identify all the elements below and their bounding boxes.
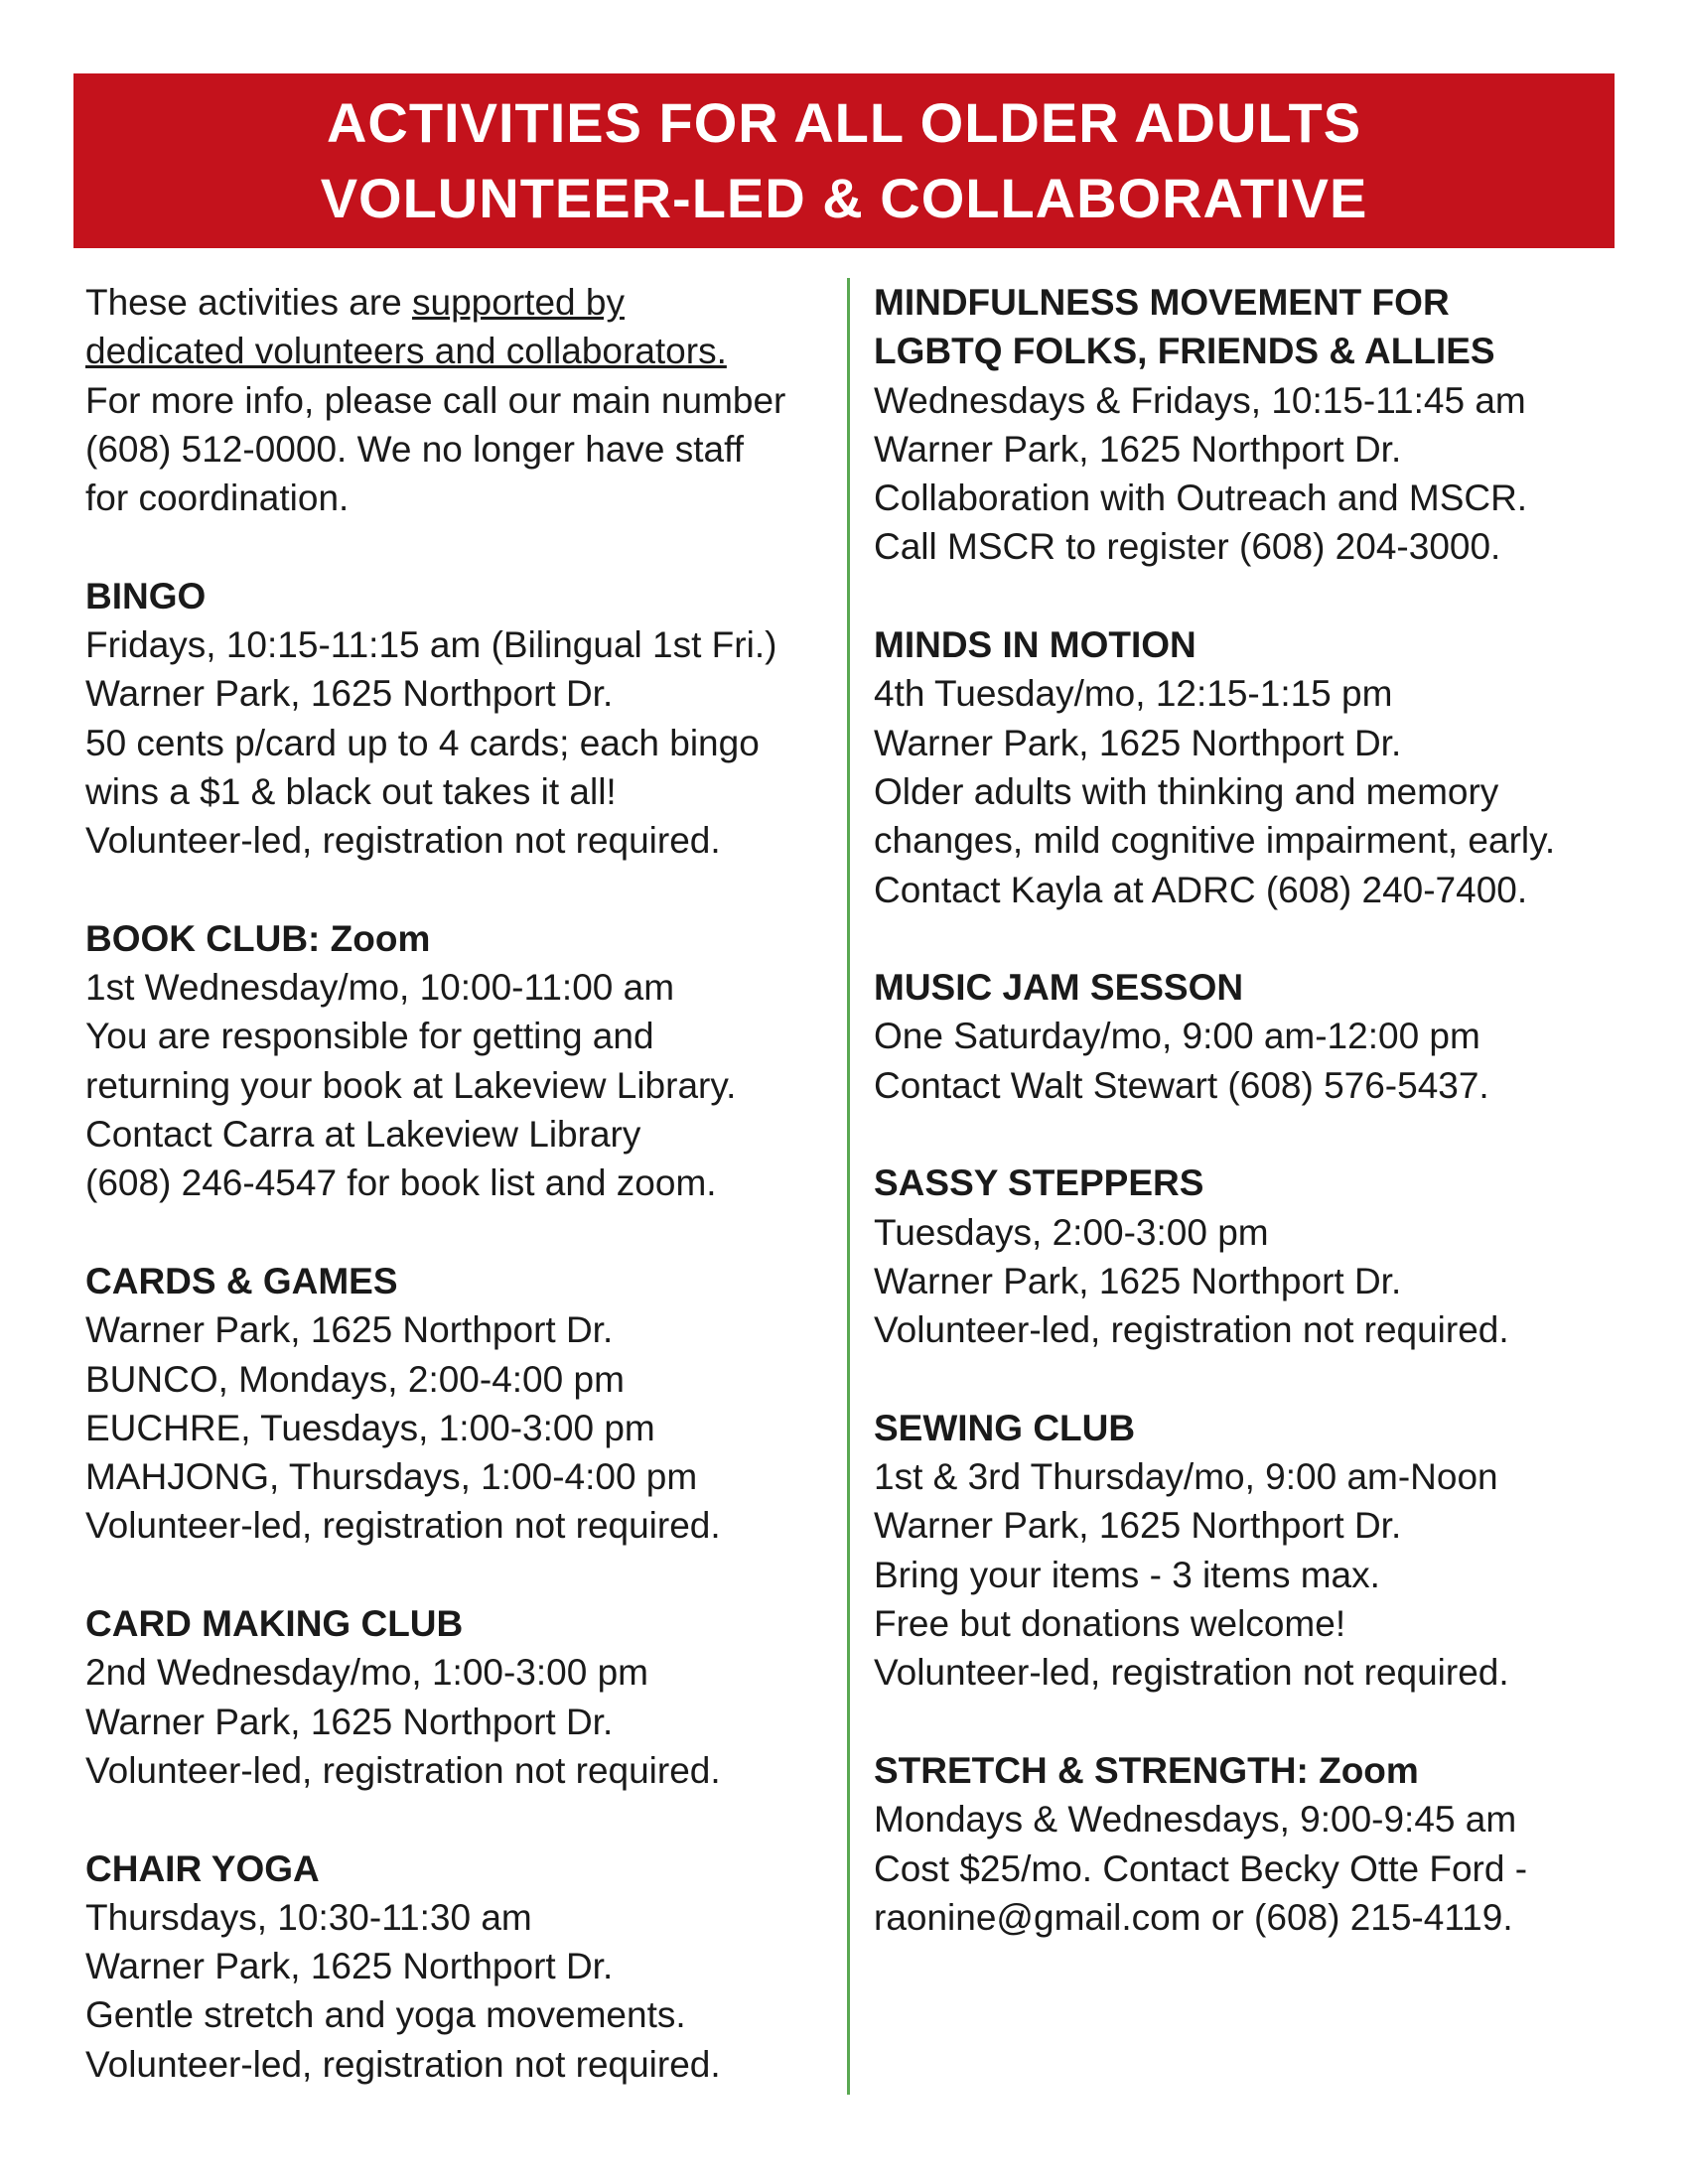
left-activity-list: [85, 572, 840, 2089]
activity-detail-line: Warner Park, 1625 Northport Dr.: [85, 1701, 614, 1742]
banner-title-line-1: ACTIVITIES FOR ALL OLDER ADULTS: [326, 91, 1362, 154]
activity-title: STRETCH & STRENGTH: Zoom: [874, 1749, 1419, 1791]
activity-section: [874, 963, 1628, 1110]
activity-section: [874, 1746, 1628, 1942]
column-divider: [847, 278, 850, 2095]
activity-section: [874, 278, 1628, 572]
activity-section: [85, 1599, 840, 1795]
activity-detail-line: 1st Wednesday/mo, 10:00-11:00 am: [85, 967, 675, 1009]
activity-section: [874, 620, 1628, 914]
activity-detail-line: returning your book at Lakeview Library.: [85, 1064, 737, 1106]
activity-title: MINDS IN MOTION: [874, 624, 1196, 666]
right-activity-list: [874, 278, 1628, 1942]
activity-detail-line: Warner Park, 1625 Northport Dr.: [85, 1309, 614, 1351]
intro-text: These activities are: [85, 282, 413, 323]
activity-detail-line: Warner Park, 1625 Northport Dr.: [85, 1946, 614, 1987]
activity-detail-line: Warner Park, 1625 Northport Dr.: [874, 1505, 1402, 1547]
activity-title: BOOK CLUB: Zoom: [85, 917, 431, 959]
activity-title: CHAIR YOGA: [85, 1847, 320, 1889]
activity-detail-line: Contact Carra at Lakeview Library: [85, 1114, 641, 1156]
intro-line: [85, 278, 840, 327]
activity-detail-line: One Saturday/mo, 9:00 am-12:00 pm: [874, 1016, 1480, 1057]
activity-detail-line: 1st & 3rd Thursday/mo, 9:00 am-Noon: [874, 1456, 1498, 1498]
activity-detail-line: Free but donations welcome!: [874, 1603, 1346, 1645]
activity-detail-line: Volunteer-led, registration not required.: [85, 820, 721, 862]
activity-detail-line: Volunteer-led, registration not required.: [85, 2043, 721, 2085]
activity-detail-line: Fridays, 10:15-11:15 am (Bilingual 1st Fri.): [85, 624, 777, 666]
right-column: [874, 278, 1628, 1990]
activity-detail-line: Volunteer-led, registration not required.: [874, 1652, 1509, 1694]
activity-detail-line: 4th Tuesday/mo, 12:15-1:15 pm: [874, 673, 1393, 715]
activity-title: SASSY STEPPERS: [874, 1162, 1204, 1204]
activity-title: CARDS & GAMES: [85, 1260, 398, 1301]
activity-detail-line: Gentle stretch and yoga movements.: [85, 1994, 686, 2036]
activity-detail-line: Warner Park, 1625 Northport Dr.: [874, 722, 1402, 763]
activity-detail-line: Warner Park, 1625 Northport Dr.: [874, 1260, 1402, 1301]
activity-detail-line: Volunteer-led, registration not required.: [85, 1749, 721, 1791]
activity-detail-line: Tuesdays, 2:00-3:00 pm: [874, 1211, 1269, 1253]
activity-detail-line: Older adults with thinking and memory: [874, 770, 1499, 812]
activity-detail-line: 50 cents p/card up to 4 cards; each bingo: [85, 722, 760, 763]
title-banner: [73, 73, 1615, 248]
activity-detail-line: Contact Kayla at ADRC (608) 240-7400.: [874, 869, 1528, 910]
activity-title: LGBTQ FOLKS, FRIENDS & ALLIES: [874, 331, 1495, 372]
activity-detail-line: Mondays & Wednesdays, 9:00-9:45 am: [874, 1799, 1517, 1841]
activity-detail-line: Collaboration with Outreach and MSCR.: [874, 478, 1528, 519]
activity-detail-line: Call MSCR to register (608) 204-3000.: [874, 526, 1501, 568]
activity-detail-line: Bring your items - 3 items max.: [874, 1554, 1380, 1595]
activity-title: MUSIC JAM SESSON: [874, 967, 1244, 1009]
activity-detail-line: Volunteer-led, registration not required.: [85, 1505, 721, 1547]
banner-title-line-2: VOLUNTEER-LED & COLLABORATIVE: [320, 167, 1368, 229]
activity-section: [85, 914, 840, 1208]
activity-detail-line: Warner Park, 1625 Northport Dr.: [85, 673, 614, 715]
activity-detail-line: BUNCO, Mondays, 2:00-4:00 pm: [85, 1358, 625, 1400]
activity-detail-line: Warner Park, 1625 Northport Dr.: [874, 428, 1402, 470]
activity-detail-line: You are responsible for getting and: [85, 1016, 654, 1057]
intro-line: (608) 512-0000. We no longer have staff: [85, 428, 745, 470]
activity-section: [874, 1404, 1628, 1698]
activity-detail-line: Wednesdays & Fridays, 10:15-11:45 am: [874, 379, 1526, 421]
activity-section: [874, 1159, 1628, 1354]
activity-section: [85, 572, 840, 866]
activity-detail-line: raonine@gmail.com or (608) 215-4119.: [874, 1896, 1513, 1938]
intro-line: for coordination.: [85, 478, 350, 519]
activity-detail-line: 2nd Wednesday/mo, 1:00-3:00 pm: [85, 1652, 648, 1694]
activity-detail-line: MAHJONG, Thursdays, 1:00-4:00 pm: [85, 1456, 698, 1498]
activity-detail-line: Volunteer-led, registration not required.: [874, 1309, 1509, 1351]
activity-detail-line: Contact Walt Stewart (608) 576-5437.: [874, 1064, 1489, 1106]
activity-detail-line: Cost $25/mo. Contact Becky Otte Ford -: [874, 1847, 1528, 1889]
activity-detail-line: Thursdays, 10:30-11:30 am: [85, 1896, 532, 1938]
activity-title: MINDFULNESS MOVEMENT FOR: [874, 282, 1450, 323]
intro-underlined-text: supported by: [412, 282, 625, 323]
activity-section: [85, 1257, 840, 1551]
activity-detail-line: changes, mild cognitive impairment, early.: [874, 820, 1556, 862]
intro-underlined-text: dedicated volunteers and collaborators.: [85, 331, 727, 372]
activity-detail-line: EUCHRE, Tuesdays, 1:00-3:00 pm: [85, 1407, 655, 1448]
intro-paragraph: [85, 278, 840, 522]
intro-line: For more info, please call our main number: [85, 379, 786, 421]
activity-title: BINGO: [85, 575, 207, 616]
activity-detail-line: (608) 246-4547 for book list and zoom.: [85, 1162, 717, 1204]
left-column: [85, 278, 840, 2137]
activity-title: SEWING CLUB: [874, 1407, 1136, 1448]
activity-detail-line: wins a $1 & black out takes it all!: [85, 770, 617, 812]
activity-section: [85, 1844, 840, 2089]
activity-title: CARD MAKING CLUB: [85, 1603, 464, 1645]
